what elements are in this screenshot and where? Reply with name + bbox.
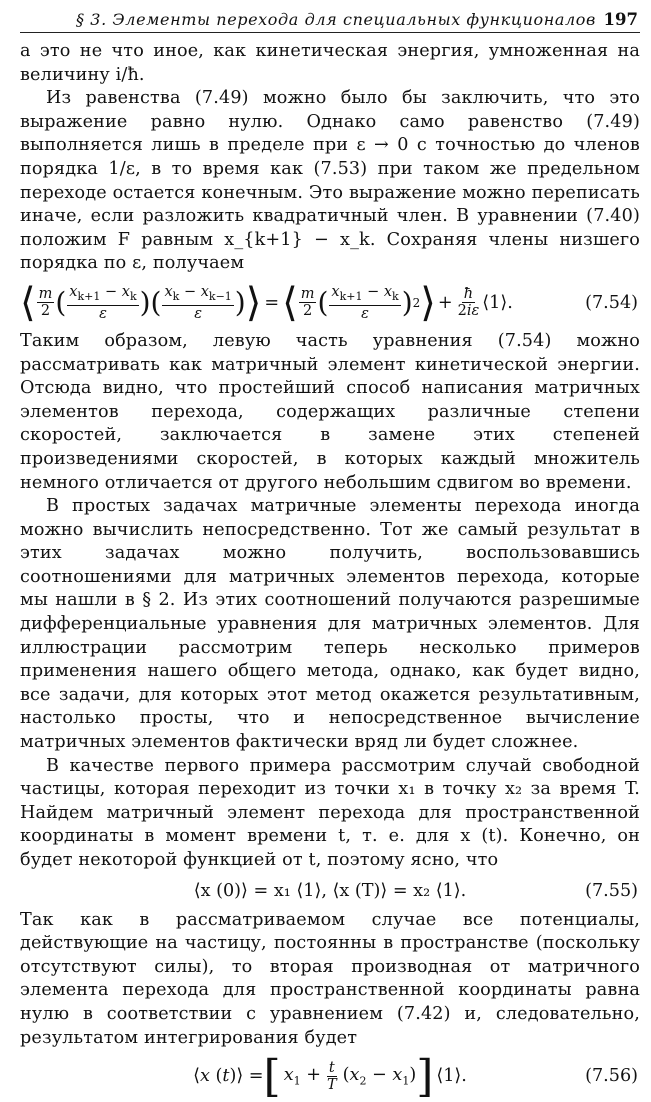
equation-number-7-56: (7.56) bbox=[585, 1066, 638, 1087]
equation-7-54: ⟨ $\frac{m}{2}$ ( $\frac{x_{k+1} - x_k}{\varepsilon}$ ) ( $\frac{x_k - x_{k-1}}{\varepsilon}$ ) ⟩ = ⟨ $\frac{m}{2}$ ( $\frac{x_{k+1} - x_k}{\varepsilon}$ ) 2 ⟩ + $\frac{ħ}{2i\varepsilon}$ ⟨1⟩. (7.54) bbox=[20, 279, 638, 326]
fraction-t-over-T: $\frac{t}{T}$ bbox=[326, 1059, 337, 1093]
equation-number-7-55: (7.55) bbox=[585, 880, 638, 901]
equation-7-56: ⟨x (t)⟩ = [ $x_1$ + $\frac{t}{T}$ $(x_2 - x_1)$ ] ⟨1⟩. (7.56) bbox=[193, 1050, 638, 1102]
equation-7-55 bbox=[20, 876, 640, 906]
fraction-m-over-2: $\frac{m}{2}$ bbox=[38, 286, 53, 320]
paragraph-2: Из равенства (7.49) можно было бы заключить, что это выражение равно нулю. Однако само равенство (7.49) выполняется лишь в пределе при ε → 0 с точностью до членов порядка 1/ε, в то время как (7.53) при таком же предельном переходе остается конечным. Это выражение можно переписать иначе, если разложить квадратичный член. В уравнении (7.40) положим F равным x_{k+1} − x_k. Сохраняя члены низшего порядка по ε, получаем bbox=[20, 88, 640, 274]
paragraph-5: В качестве первого примера рассмотрим случай свободной частицы, которая переходит из точки x₁ в точку x₂ за время T. Найдем матричный элемент перехода для пространственной координаты в момент времени t, т. е. для x (t). Конечно, он будет некоторой функцией от t, поэтому ясно, что bbox=[20, 755, 640, 870]
running-head-title: § 3. Элементы перехода для специальных функционалов bbox=[76, 10, 596, 29]
fraction-hbar: $\frac{ħ}{2i\varepsilon}$ bbox=[457, 286, 480, 320]
fraction-velocity-3: $\frac{x_{k+1} - x_k}{\varepsilon}$ bbox=[331, 283, 399, 322]
angle-right: ⟩ bbox=[245, 279, 262, 326]
fraction-velocity-1: $\frac{x_{k+1} - x_k}{\varepsilon}$ bbox=[69, 283, 137, 322]
page-number: 197 bbox=[603, 10, 638, 29]
paragraph-1: а это не что иное, как кинетическая энергия, умноженная на величину i/ħ. bbox=[20, 41, 640, 85]
paragraph-4: В простых задачах матричные элементы перехода иногда можно вычислить непосредственно. Тот же самый результат в этих задачах можно получить, воспользовавшись соотношениями для матричных элементов перехода, которые мы нашли в § 2. Из этих соотношений получаются разрешимые дифференциальные уравнения для матричных элементов. Для иллюстрации рассмотрим теперь несколько примеров применения нашего общего метода, однако, как будет видно, все задачи, для которых этот метод окажется результативным, настолько просты, что и непосредственное вычисление матричных элементов фактически вряд ли будет сложнее. bbox=[20, 496, 640, 753]
paragraph-3: Таким образом, левую часть уравнения (7.54) можно рассматривать как матричный элемент кинетической энергии. Отсюда видно, что простейший способ написания матричных элементов перехода, содержащих различные степени скоростей, заключается в замене этих степеней произведениями скоростей, в которых каждый множитель немного отличается от другого небольшим сдвигом во времени. bbox=[20, 330, 640, 493]
paragraph-6: Так как в рассматриваемом случае все потенциалы, действующие на частицу, постоянны в пространстве (поскольку отсутствуют силы), то вторая производная от матричного элемента перехода для пространственной координаты равна нулю в соответствии с уравнением (7.42) и, следовательно, результатом интегрирования будет bbox=[20, 909, 640, 1048]
fraction-velocity-2: $\frac{x_k - x_{k-1}}{\varepsilon}$ bbox=[164, 283, 232, 322]
equation-7-55-body: ⟨x (0)⟩ = x₁ ⟨1⟩, ⟨x (T)⟩ = x₂ ⟨1⟩. bbox=[193, 880, 467, 901]
equation-number-7-54: (7.54) bbox=[585, 292, 638, 313]
angle-left: ⟨ bbox=[20, 279, 36, 326]
running-head bbox=[20, 10, 640, 33]
